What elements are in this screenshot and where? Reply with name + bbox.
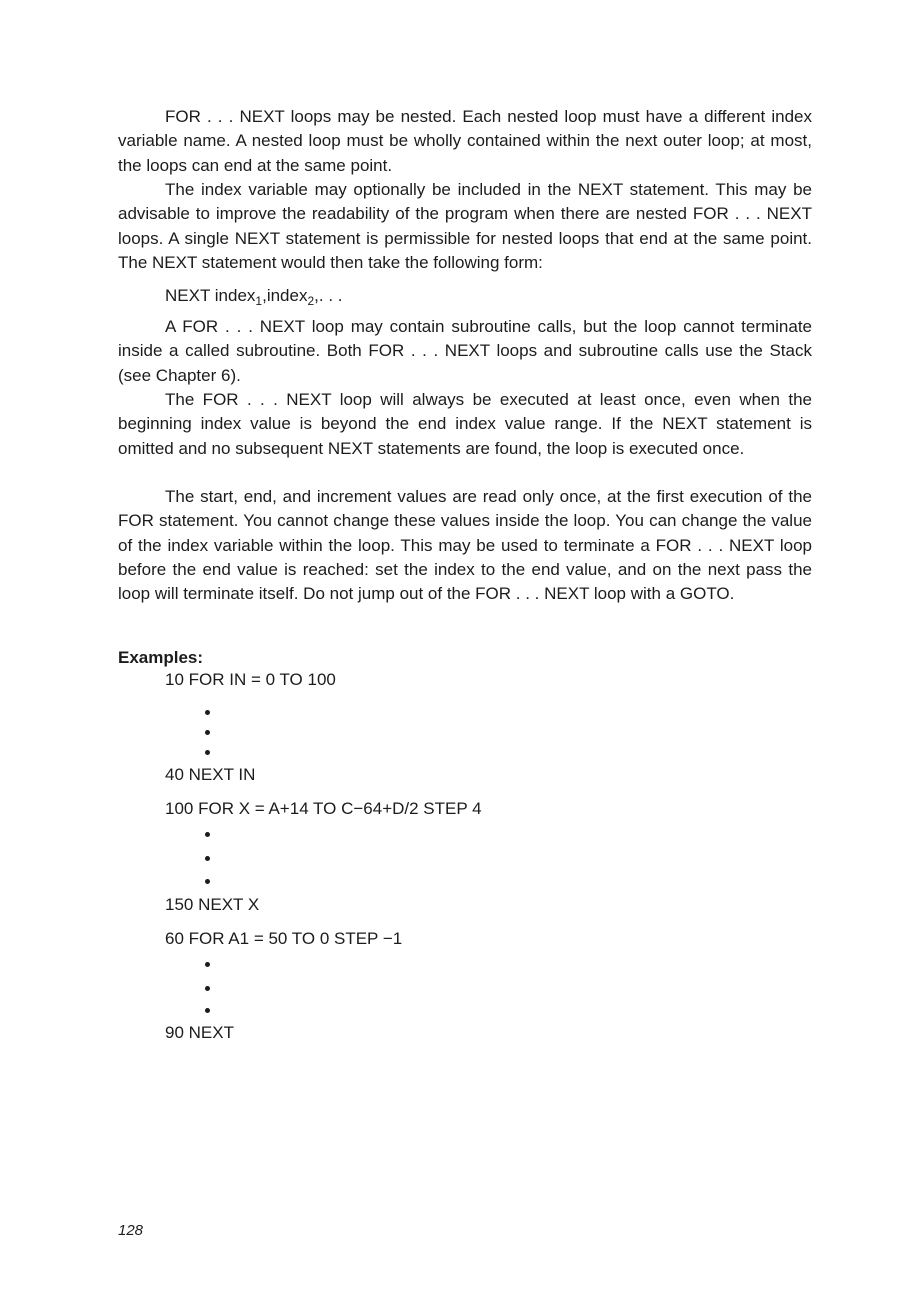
examples-heading: Examples:	[118, 648, 204, 667]
ellipsis-dot	[205, 1008, 210, 1013]
ellipsis-dot	[205, 832, 210, 837]
next-syntax-form	[165, 284, 343, 309]
example-line: 150 NEXT X	[165, 895, 260, 914]
example-line: 40 NEXT IN	[165, 765, 256, 784]
example-line: 60 FOR A1 = 50 TO 0 STEP −1	[165, 929, 403, 948]
ellipsis-dot	[205, 710, 210, 715]
ellipsis-dot	[205, 986, 210, 991]
paragraph-executed-once: The FOR . . . NEXT loop will always be executed at least once, even when the beginning index value is beyond the end index value range. If the NEXT statement is omitted and no subsequent NEXT statements are found, the loop is executed once.	[118, 390, 812, 458]
paragraph-start-end-increment: The start, end, and increment values are read only once, at the first execution of the FOR statement. You cannot change these values inside the loop. You can change the value of the index variable within the loop. This may be used to terminate a FOR . . . NEXT loop before the end value is reached: set the index to the end value, and on the next pass the loop will terminate itself. Do not jump out of the FOR . . . NEXT loop with a GOTO.	[118, 487, 812, 604]
paragraph-subroutine-calls: A FOR . . . NEXT loop may contain subroutine calls, but the loop cannot terminate inside a called subroutine. Both FOR . . . NEXT loops and subroutine calls use the Stack (see Chapter 6).	[118, 317, 812, 385]
ellipsis-dot	[205, 879, 210, 884]
example-line: 100 FOR X = A+14 TO C−64+D/2 STEP 4	[165, 799, 482, 818]
ellipsis-dot	[205, 962, 210, 967]
paragraph-index-variable: The index variable may optionally be included in the NEXT statement. This may be advisable to improve the readability of the program when there are nested FOR . . . NEXT loops. A single NEXT statement is permissible for nested loops that end at the same point. The NEXT statement would then take the following form:	[118, 180, 812, 272]
syntax-prefix: NEXT index	[165, 286, 256, 305]
page-number: 128	[118, 1222, 144, 1239]
syntax-subscript-2: 2	[307, 294, 315, 308]
syntax-suffix: ,. . .	[314, 286, 343, 305]
ellipsis-dot	[205, 856, 210, 861]
syntax-subscript-1: 1	[255, 294, 263, 308]
example-line: 90 NEXT	[165, 1023, 234, 1042]
ellipsis-dot	[205, 730, 210, 735]
ellipsis-dot	[205, 750, 210, 755]
example-line: 10 FOR IN = 0 TO 100	[165, 670, 336, 689]
paragraph-nested-loops: FOR . . . NEXT loops may be nested. Each nested loop must have a different index variable name. A nested loop must be wholly contained within the next outer loop; at most, the loops can end at the same point.	[118, 107, 812, 175]
syntax-mid: ,index	[262, 286, 308, 305]
